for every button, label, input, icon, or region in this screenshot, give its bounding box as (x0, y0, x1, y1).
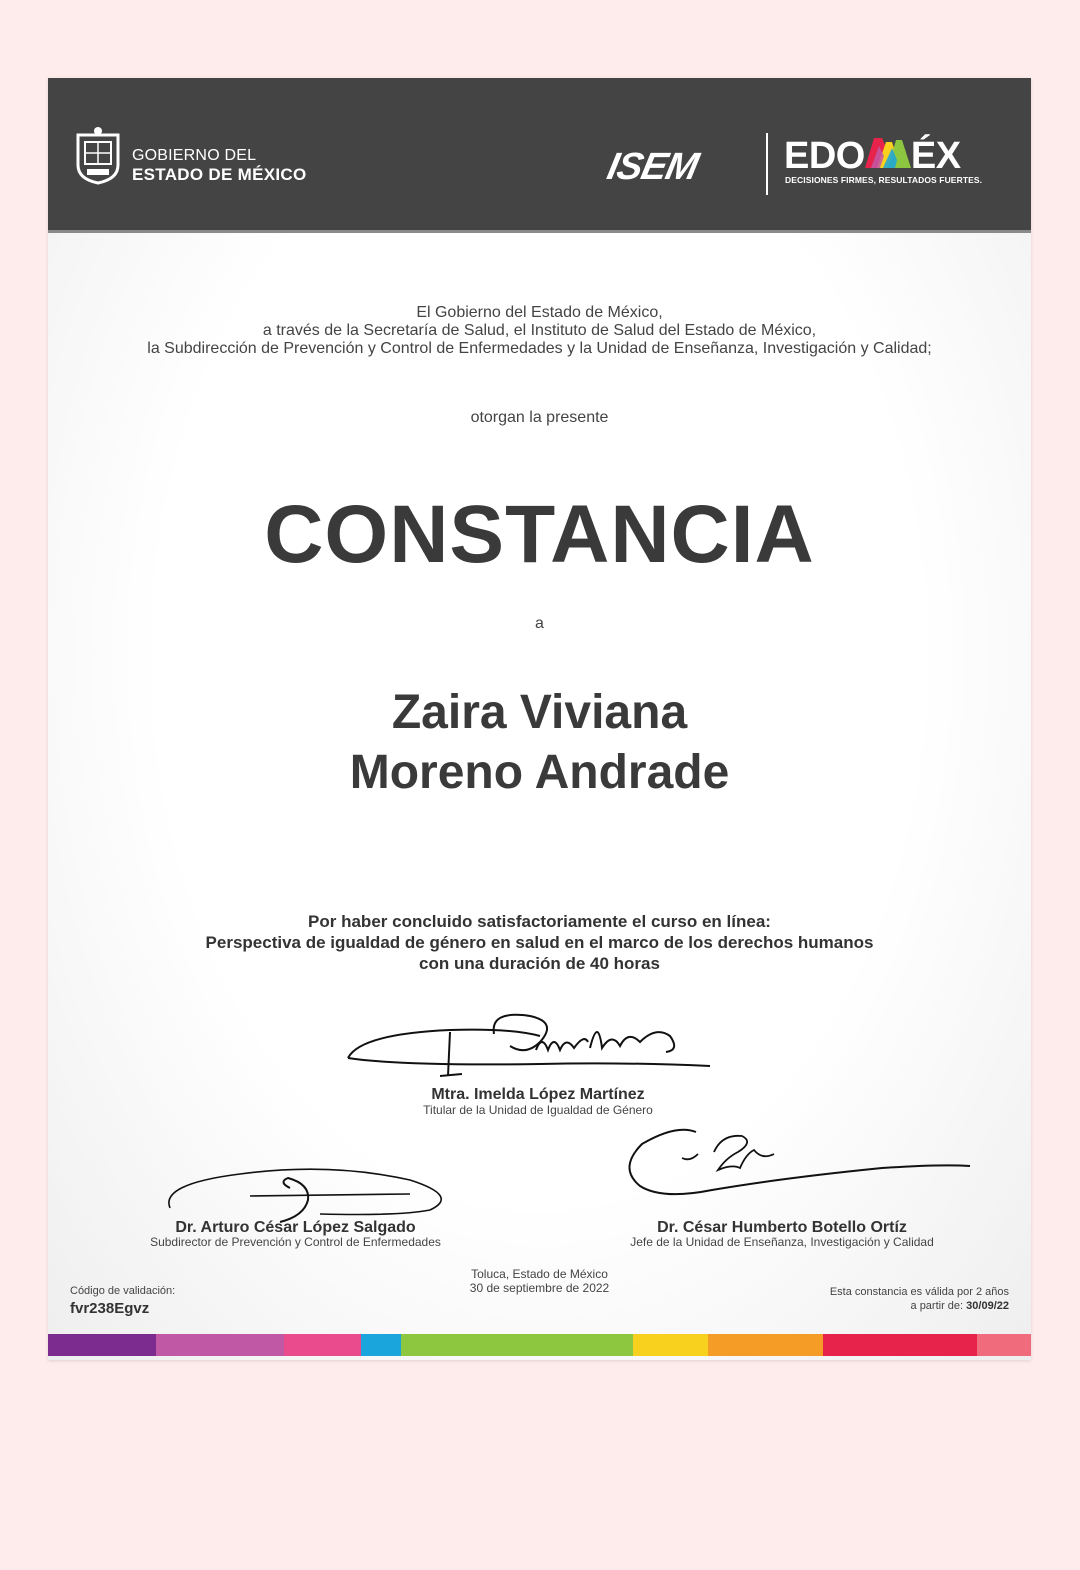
intro-line1: El Gobierno del Estado de México, (416, 304, 663, 321)
place-city: Toluca, Estado de México (471, 1267, 608, 1281)
certificate-title: CONSTANCIA (264, 489, 815, 580)
stripe-segment (48, 1334, 156, 1356)
stripe-segment (633, 1334, 708, 1356)
isem-logo (603, 146, 748, 188)
validity-date: 30/09/22 (966, 1300, 1009, 1312)
recipient-line2: Moreno Andrade (349, 746, 730, 799)
signature-cesar (622, 1124, 974, 1200)
stripe-segment (156, 1334, 284, 1356)
signatory-1-name: Mtra. Imelda López Martínez (431, 1086, 645, 1103)
edomex-m-icon (865, 138, 911, 168)
edomex-logo (784, 136, 961, 176)
gov-line2: ESTADO DE MÉXICO (132, 165, 307, 184)
signatory-3-role: Jefe de la Unidad de Enseñanza, Investigación y Calidad (630, 1235, 934, 1249)
intro-line3: la Subdirección de Prevención y Control de Enfermedades y la Unidad de Enseñanza, Investigación y Calidad; (147, 340, 932, 357)
color-stripe (48, 1334, 1031, 1356)
validity-note (830, 1285, 1009, 1313)
isem-wordmark: ISEM (603, 146, 702, 188)
stripe-segment (284, 1334, 361, 1356)
stripe-segment (823, 1334, 977, 1356)
signatory-1-role: Titular de la Unidad de Igualdad de Género (423, 1103, 653, 1117)
course-line2: Perspectiva de igualdad de género en salud en el marco de los derechos humanos (205, 933, 874, 952)
course-line3: con una duración de 40 horas (419, 954, 660, 973)
state-coat-of-arms-icon (72, 125, 124, 185)
certificate (48, 78, 1031, 1360)
otorgan-text: otorgan la presente (470, 409, 609, 426)
validation-label: Código de validación: (70, 1285, 176, 1297)
stripe-segment (977, 1334, 1031, 1356)
to-word: a (535, 615, 544, 632)
logo-divider (766, 133, 768, 195)
validity-prefix: a partir de: (910, 1300, 964, 1312)
signatory-2-role: Subdirector de Prevención y Control de Enfermedades (150, 1235, 441, 1249)
intro-text (48, 304, 1031, 358)
intro-line2: a través de la Secretaría de Salud, el Instituto de Salud del Estado de México, (262, 322, 817, 339)
gov-line1: GOBIERNO DEL (132, 147, 257, 164)
stripe-segment (401, 1334, 633, 1356)
stripe-segment (708, 1334, 823, 1356)
place-date: 30 de septiembre de 2022 (469, 1281, 610, 1295)
signature-arturo (160, 1158, 460, 1228)
signature-imelda (340, 1006, 720, 1078)
validation-code: fvr238Egvz (70, 1300, 150, 1317)
signatory-2-name: Dr. Arturo César López Salgado (175, 1219, 416, 1236)
course-text (48, 911, 1031, 974)
stripe-segment (361, 1334, 401, 1356)
edomex-prefix: EDO (784, 135, 865, 177)
edomex-tagline: DECISIONES FIRMES, RESULTADOS FUERTES. (785, 175, 983, 185)
edomex-suffix: ÉX (910, 135, 961, 177)
signatory-3-name: Dr. César Humberto Botello Ortíz (657, 1219, 907, 1236)
recipient-line1: Zaira Viviana (391, 686, 688, 739)
recipient-name (48, 683, 1031, 803)
validity-line2 (830, 1299, 1009, 1313)
validity-line1: Esta constancia es válida por 2 años (829, 1286, 1009, 1298)
header-bar (48, 78, 1031, 233)
government-wordmark (132, 148, 307, 183)
course-line1: Por haber concluido satisfactoriamente el curso en línea: (308, 912, 771, 931)
